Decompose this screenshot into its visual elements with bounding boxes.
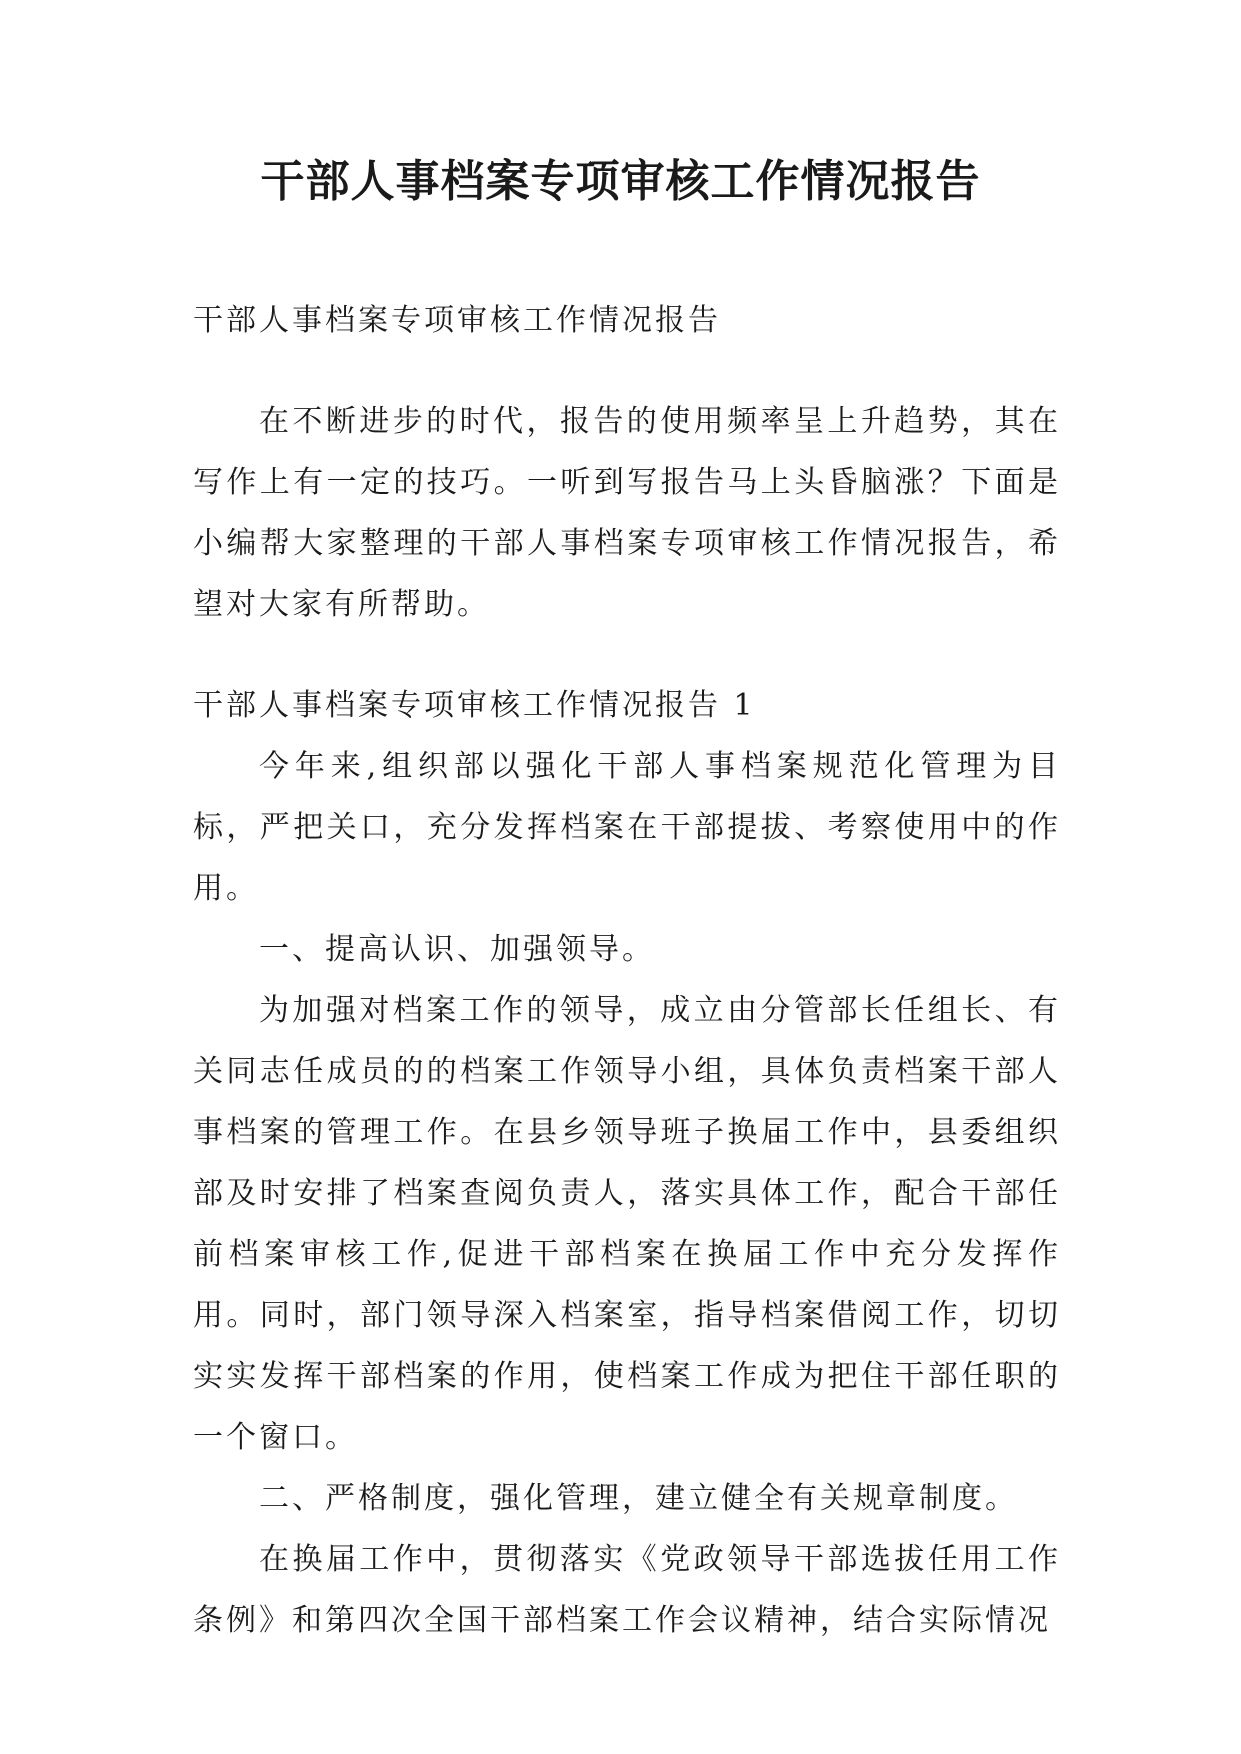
intro-paragraph: 在不断进步的时代，报告的使用频率呈上升趋势，其在写作上有一定的技巧。一听到写报告马上头昏脑涨？下面是小编帮大家整理的干部人事档案专项审核工作情况报告，希望对大家有所帮助。: [193, 404, 1061, 622]
document-body: [193, 290, 1061, 1651]
body-paragraph: 在换届工作中，贯彻落实《党政领导干部选拔任用工作条例》和第四次全国干部档案工作会议精神，结合实际情况: [193, 1542, 1061, 1638]
body-paragraph: 为加强对档案工作的领导，成立由分管部长任组长、有关同志任成员的的档案工作领导小组，具体负责档案干部人事档案的管理工作。在县乡领导班子换届工作中，县委组织部及时安排了档案查阅负责人，落实具体工作，配合干部任前档案审核工作,促进干部档案在换届工作中充分发挥作用。同时，部门领导深入档案室，指导档案借阅工作，切切实实发挥干部档案的作用，使档案工作成为把住干部任职的一个窗口。: [193, 993, 1061, 1455]
body-paragraph: 今年来,组织部以强化干部人事档案规范化管理为目标，严把关口，充分发挥档案在干部提拔、考察使用中的作用。: [193, 749, 1061, 906]
document-title: 干部人事档案专项审核工作情况报告: [260, 156, 981, 207]
section-item-heading: 二、严格制度，强化管理，建立健全有关规章制度。: [259, 1481, 1018, 1516]
document-subtitle: 干部人事档案专项审核工作情况报告: [193, 303, 721, 338]
section-heading: 干部人事档案专项审核工作情况报告 1: [193, 688, 756, 723]
section-item-heading: 一、提高认识、加强领导。: [259, 932, 655, 967]
